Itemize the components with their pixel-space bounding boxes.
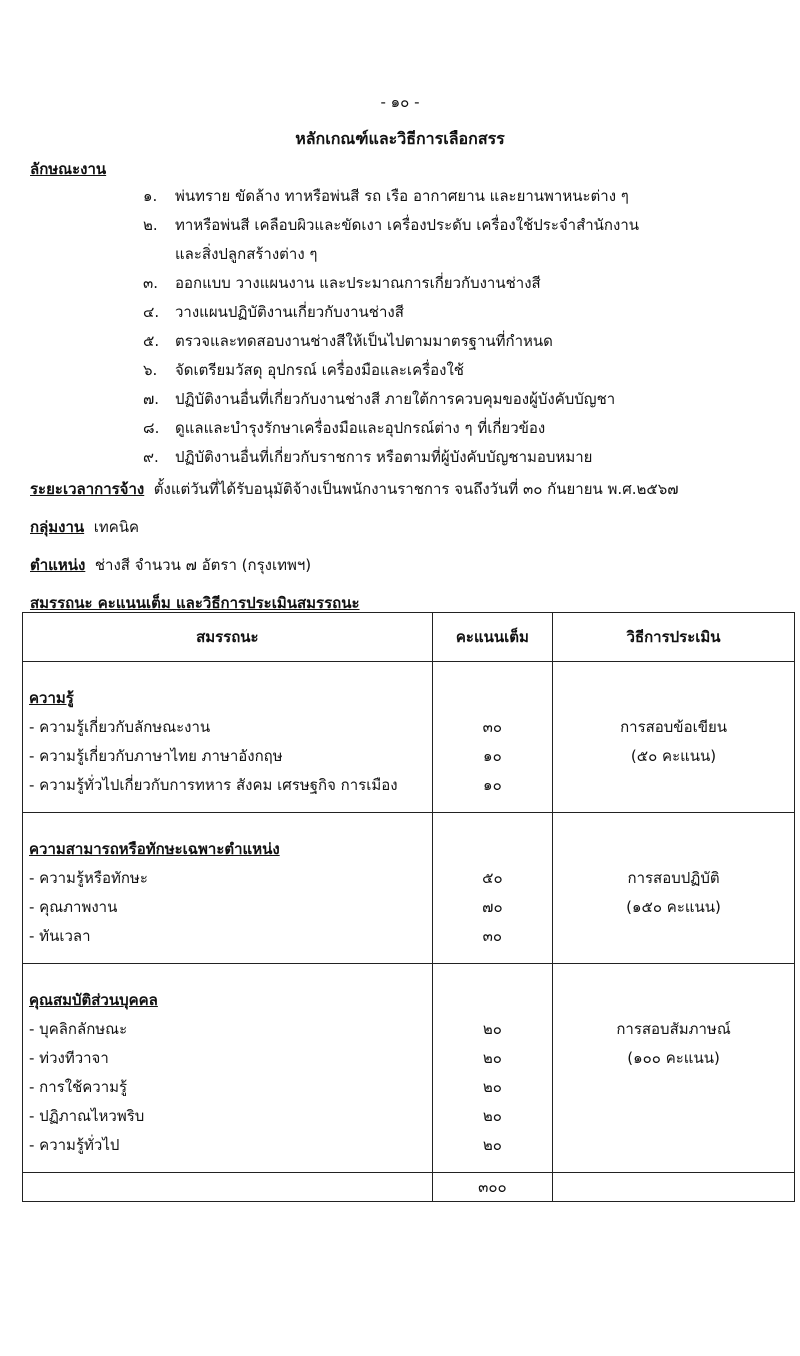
list-item — [143, 300, 404, 324]
page-title: หลักเกณฑ์และวิธีการเลือกสรร — [295, 129, 505, 148]
work-group-value: เทคนิค — [93, 518, 140, 536]
list-item — [143, 416, 545, 440]
method-label: การสอบปฏิบัติ — [627, 869, 720, 887]
item-text: วางแผนปฏิบัติงานเกี่ยวกับงานช่างสี — [175, 303, 404, 321]
work-group — [30, 515, 139, 539]
section-method — [553, 813, 795, 964]
section-title: คุณสมบัติส่วนบุคคล — [29, 991, 158, 1009]
table-section-knowledge — [23, 662, 795, 813]
row-label: - การใช้ความรู้ — [29, 1078, 128, 1096]
item-text: ตรวจและทดสอบงานช่างสีให้เป็นไปตามมาตรฐานที่กำหนด — [175, 332, 553, 350]
row-score: ๑๐ — [483, 747, 502, 765]
row-score: ๒๐ — [482, 1136, 502, 1154]
item-number: ๔. — [143, 303, 160, 321]
item-number: ๕. — [143, 332, 160, 350]
item-number: ๙. — [143, 448, 159, 466]
employment-period-label: ระยะเวลาการจ้าง — [30, 480, 145, 498]
list-item — [143, 445, 592, 469]
header-method: วิธีการประเมิน — [553, 613, 795, 662]
row-score: ๕๐ — [482, 869, 503, 887]
row-label: - คุณภาพงาน — [29, 898, 118, 916]
row-label: - ปฏิภาณไหวพริบ — [29, 1107, 145, 1125]
item-text: ทาหรือพ่นสี เคลือบผิวและขัดเงา เครื่องประดับ เครื่องใช้ประจำสำนักงาน — [175, 216, 640, 234]
item-number: ๖. — [143, 361, 158, 379]
row-score: ๒๐ — [482, 1107, 502, 1125]
row-label: - ความรู้เกี่ยวกับลักษณะงาน — [29, 718, 211, 736]
list-item — [143, 387, 615, 411]
row-label: - ความรู้ทั่วไปเกี่ยวกับการทหาร สังคม เศรษฐกิจ การเมือง — [29, 776, 398, 794]
row-label: - ท่วงทีวาจา — [29, 1049, 109, 1067]
list-item — [143, 358, 464, 382]
method-score: (๑๐๐ คะแนน) — [627, 1049, 720, 1067]
table-header-row — [23, 613, 795, 662]
item-number: ๗. — [143, 390, 160, 408]
section-method — [553, 662, 795, 813]
row-score: ๒๐ — [482, 1078, 502, 1096]
section-items — [23, 813, 433, 964]
header-competency: สมรรถนะ — [23, 613, 433, 662]
list-item — [143, 213, 639, 237]
header-full-score: คะแนนเต็ม — [432, 613, 552, 662]
table-section-skills — [23, 813, 795, 964]
row-label: - ความรู้หรือทักษะ — [29, 869, 148, 887]
total-score: ๓๐๐ — [432, 1173, 552, 1202]
list-item — [143, 271, 541, 295]
item-text: จัดเตรียมวัสดุ อุปกรณ์ เครื่องมือและเครื่องใช้ — [175, 361, 464, 379]
section-scores — [432, 662, 552, 813]
item-text: ออกแบบ วางแผนงาน และประมาณการเกี่ยวกับงานช่างสี — [175, 274, 541, 292]
table-total-row — [23, 1173, 795, 1202]
total-empty — [553, 1173, 795, 1202]
row-label: - ความรู้เกี่ยวกับภาษาไทย ภาษาอังกฤษ — [29, 747, 283, 765]
method-label: การสอบสัมภาษณ์ — [616, 1020, 731, 1038]
position-label: ตำแหน่ง — [30, 556, 86, 574]
total-empty — [23, 1173, 433, 1202]
table-section-personal — [23, 964, 795, 1173]
job-nature-heading: ลักษณะงาน — [30, 160, 107, 178]
row-score: ๒๐ — [482, 1049, 502, 1067]
method-label: การสอบข้อเขียน — [620, 718, 727, 736]
section-scores — [432, 813, 552, 964]
method-score: (๕๐ คะแนน) — [630, 747, 717, 765]
position — [30, 553, 311, 577]
section-scores — [432, 964, 552, 1173]
row-label: - บุคลิกลักษณะ — [29, 1020, 128, 1038]
method-score: (๑๕๐ คะแนน) — [626, 898, 721, 916]
row-label: - ความรู้ทั่วไป — [29, 1136, 120, 1154]
list-item-continuation: และสิ่งปลูกสร้างต่าง ๆ — [175, 245, 318, 263]
position-value: ช่างสี จำนวน ๗ อัตรา (กรุงเทพฯ) — [94, 556, 312, 574]
item-text: ดูแลและบำรุงรักษาเครื่องมือและอุปกรณ์ต่าง ๆ ที่เกี่ยวข้อง — [175, 419, 546, 437]
list-item — [143, 329, 553, 353]
employment-period — [30, 477, 679, 501]
row-score: ๒๐ — [482, 1020, 502, 1038]
item-number: ๒. — [143, 216, 158, 234]
item-number: ๓. — [143, 274, 159, 292]
row-score: ๗๐ — [482, 898, 503, 916]
item-text: ปฏิบัติงานอื่นที่เกี่ยวกับราชการ หรือตามที่ผู้บังคับบัญชามอบหมาย — [175, 448, 593, 466]
competency-heading: สมรรถนะ คะแนนเต็ม และวิธีการประเมินสมรรถนะ — [30, 594, 360, 612]
row-label: - ทันเวลา — [29, 927, 91, 945]
section-title: ความรู้ — [29, 689, 74, 707]
section-items — [23, 662, 433, 813]
list-item — [143, 184, 629, 208]
item-text: พ่นทราย ขัดล้าง ทาหรือพ่นสี รถ เรือ อากาศยาน และยานพาหนะต่าง ๆ — [175, 187, 629, 205]
row-score: ๓๐ — [482, 927, 503, 945]
item-number: ๑. — [143, 187, 158, 205]
competency-table — [22, 612, 795, 1202]
item-text: ปฏิบัติงานอื่นที่เกี่ยวกับงานช่างสี ภายใต้การควบคุมของผู้บังคับบัญชา — [175, 390, 616, 408]
section-method — [553, 964, 795, 1173]
work-group-label: กลุ่มงาน — [30, 518, 85, 536]
item-number: ๘. — [143, 419, 160, 437]
row-score: ๓๐ — [482, 718, 503, 736]
section-items — [23, 964, 433, 1173]
page-number: - ๑๐ - — [380, 93, 420, 111]
row-score: ๑๐ — [483, 776, 502, 794]
section-title: ความสามารถหรือทักษะเฉพาะตำแหน่ง — [29, 840, 280, 858]
employment-period-value: ตั้งแต่วันที่ได้รับอนุมัติจ้างเป็นพนักงานราชการ จนถึงวันที่ ๓๐ กันยายน พ.ศ.๒๕๖๗ — [153, 480, 679, 498]
